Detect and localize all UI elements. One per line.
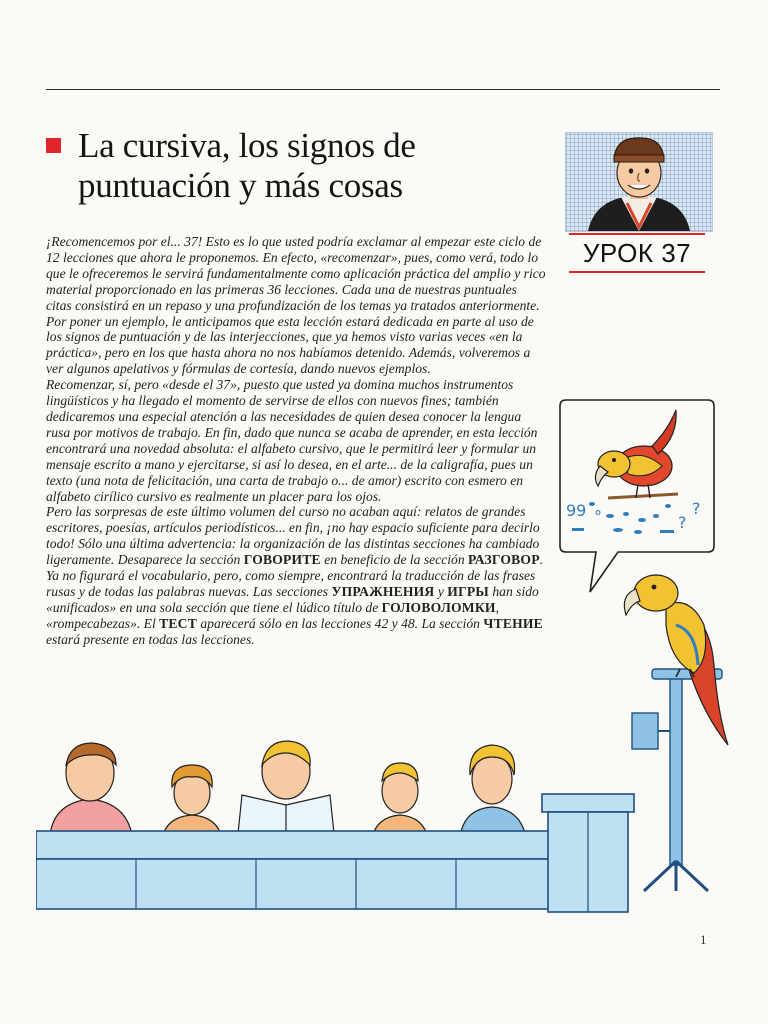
text-run: y	[434, 583, 448, 599]
section-name: УПРАЖНЕНИЯ	[331, 583, 435, 599]
text-run: han sido «unificados» en una sola sección que tiene el lúdico título de	[46, 583, 539, 615]
section-name: ЧТЕНИЕ	[483, 615, 543, 631]
section-name: ГОВОРИТЕ	[243, 552, 321, 568]
svg-text:99: 99	[566, 501, 587, 520]
text-run: aparecerá sólo en las lecciones 42 y 48. La sección	[196, 615, 484, 631]
svg-text:?: ?	[692, 499, 701, 518]
page-title	[78, 126, 548, 206]
section-name: ТЕСТ	[159, 615, 197, 631]
cabinet-icon	[538, 790, 638, 915]
text-run: ¡Recomencemos por el... 37! Esto es lo que usted podría exclamar al empezar este ciclo de 12 lecciones que ahora le proponemos. En efecto, «recomenzar», pues, como verá, todo lo que le ofreceremos le servirá fundamentalmente como aplicación práctica del amplio y rico material proporcionado en las primeras 36 lecciones. Cada una de nuestras puntuales citas consistirá en un repaso y una profundización de los temas ya tratados anteriormente. Por poner un ejemplo, le anticipamos que esta lección estará dedicada en parte al uso de los signos de puntuación y de las interjecciones, que ya hemos visto varias veces «en la práctica», pero en los que hasta ahora no nos habíamos detenido. Además, volveremos a ver algunos apelativos y fórmulas de cortesía, dando nuevos ejemplos.	[46, 234, 546, 377]
title-line-2: puntuación y más cosas	[78, 166, 403, 205]
svg-text:?: ?	[678, 513, 687, 532]
header-rule	[46, 89, 720, 90]
title-bullet-icon	[46, 138, 61, 153]
title-line-1: La cursiva, los signos de	[78, 126, 416, 165]
text-run: en beneficio de la sección	[320, 552, 469, 568]
text-run: . Ya no figurará el vocabulario, pero, como siempre, encontrará la traducción de las frases rusas y de todas las palabras nuevas. Las secciones	[46, 552, 544, 599]
text-run: Recomenzar, sí, pero «desde el 37», puesto que usted ya domina muchos instrumentos lingüísticos y ha llegado el momento de servirse de ellos con nuevos fines; también dedicaremos una especial atención a las necesidades de quien desea conocer la lengua rusa por motivos de trabajo. En fin, dado que nunca se acaba de aprender, en esta lección encontrará una novedad absoluta: el alfabeto cursivo, que le permitirá leer y formular un mensaje escrito a mano y ejercitarse, si así lo desea, en el arte... de la caligrafía, pues un texto (una nota de felicitación, una carta de trabajo o... de amor) escrito con esmero en alfabeto cirílico cursivo es realmente un placer para los ojos.	[46, 377, 538, 504]
section-name: ГОЛОВОЛОМКИ	[381, 599, 496, 615]
paragraph-2	[46, 377, 546, 504]
intro-text	[46, 234, 546, 648]
svg-text:°: °	[594, 507, 602, 526]
text-run: , «rompecabezas». El	[46, 599, 500, 631]
lesson-badge	[565, 132, 711, 272]
text-run: Pero las sorpresas de este último volumen del curso no acaban aquí: relatos de grandes escritores, poesías, artículos periodísticos... en fin, ¡no hay espacio suficiente para decirlo todo! Sólo una última advertencia: la organización de las distintas secciones ha cambiado ligeramente. Desaparece la sección	[46, 504, 540, 568]
text-run: estará presente en todas las lecciones.	[46, 631, 255, 647]
man-portrait-icon	[565, 132, 713, 232]
lesson-number-label: УРОК 37	[569, 233, 705, 273]
paragraph-1	[46, 234, 546, 377]
page-number: 1	[700, 932, 707, 947]
section-name: РАЗГОВОР	[468, 552, 540, 568]
paragraph-3	[46, 504, 546, 647]
classroom-students-icon	[36, 735, 556, 915]
section-name: ИГРЫ	[447, 583, 489, 599]
